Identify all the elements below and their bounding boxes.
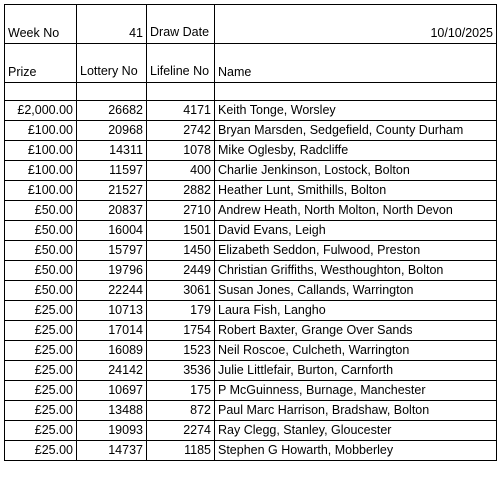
lifeline-no-cell: 1185 bbox=[147, 441, 215, 461]
table-row bbox=[5, 301, 497, 321]
lifeline-no-cell: 1078 bbox=[147, 141, 215, 161]
name-cell: Christian Griffiths, Westhoughton, Bolton bbox=[215, 261, 497, 281]
table-row bbox=[5, 161, 497, 181]
prize-cell: £25.00 bbox=[5, 361, 77, 381]
name-cell: Bryan Marsden, Sedgefield, County Durham bbox=[215, 121, 497, 141]
lifeline-no-cell: 1501 bbox=[147, 221, 215, 241]
table-row bbox=[5, 341, 497, 361]
lifeline-no-cell: 4171 bbox=[147, 101, 215, 121]
header-row-columns bbox=[5, 44, 497, 83]
table-row bbox=[5, 281, 497, 301]
table-row bbox=[5, 261, 497, 281]
table-row bbox=[5, 401, 497, 421]
spacer-cell bbox=[215, 83, 497, 101]
name-cell: Ray Clegg, Stanley, Gloucester bbox=[215, 421, 497, 441]
table-row bbox=[5, 121, 497, 141]
lottery-no-cell: 20968 bbox=[77, 121, 147, 141]
prize-cell: £25.00 bbox=[5, 401, 77, 421]
name-cell: Stephen G Howarth, Mobberley bbox=[215, 441, 497, 461]
name-cell: Heather Lunt, Smithills, Bolton bbox=[215, 181, 497, 201]
lottery-no-cell: 11597 bbox=[77, 161, 147, 181]
table-row bbox=[5, 421, 497, 441]
prize-cell: £100.00 bbox=[5, 121, 77, 141]
table-row bbox=[5, 241, 497, 261]
results-table-body bbox=[5, 5, 497, 461]
name-cell: Paul Marc Harrison, Bradshaw, Bolton bbox=[215, 401, 497, 421]
lifeline-no-cell: 175 bbox=[147, 381, 215, 401]
prize-cell: £25.00 bbox=[5, 421, 77, 441]
column-header-prize: Prize bbox=[5, 44, 77, 83]
prize-cell: £100.00 bbox=[5, 141, 77, 161]
spacer-row bbox=[5, 83, 497, 101]
table-row bbox=[5, 361, 497, 381]
lottery-no-cell: 14311 bbox=[77, 141, 147, 161]
column-header-name: Name bbox=[215, 44, 497, 83]
prize-cell: £50.00 bbox=[5, 241, 77, 261]
draw-date-value: 10/10/2025 bbox=[215, 5, 497, 44]
table-row bbox=[5, 441, 497, 461]
lottery-no-cell: 17014 bbox=[77, 321, 147, 341]
table-row bbox=[5, 221, 497, 241]
name-cell: Mike Oglesby, Radcliffe bbox=[215, 141, 497, 161]
prize-cell: £100.00 bbox=[5, 181, 77, 201]
prize-cell: £2,000.00 bbox=[5, 101, 77, 121]
spacer-cell bbox=[5, 83, 77, 101]
table-row bbox=[5, 101, 497, 121]
prize-cell: £25.00 bbox=[5, 301, 77, 321]
name-cell: P McGuinness, Burnage, Manchester bbox=[215, 381, 497, 401]
lottery-no-cell: 19796 bbox=[77, 261, 147, 281]
week-label: Week No bbox=[5, 5, 77, 44]
column-header-lifeline-no: Lifeline No bbox=[147, 44, 215, 83]
lottery-no-cell: 10713 bbox=[77, 301, 147, 321]
lottery-no-cell: 16004 bbox=[77, 221, 147, 241]
lifeline-no-cell: 1754 bbox=[147, 321, 215, 341]
prize-cell: £50.00 bbox=[5, 221, 77, 241]
table-row bbox=[5, 141, 497, 161]
lifeline-no-cell: 179 bbox=[147, 301, 215, 321]
results-table bbox=[4, 4, 497, 461]
week-value: 41 bbox=[77, 5, 147, 44]
name-cell: Julie Littlefair, Burton, Carnforth bbox=[215, 361, 497, 381]
table-row bbox=[5, 181, 497, 201]
name-cell: David Evans, Leigh bbox=[215, 221, 497, 241]
lifeline-no-cell: 2710 bbox=[147, 201, 215, 221]
lottery-no-cell: 15797 bbox=[77, 241, 147, 261]
name-cell: Elizabeth Seddon, Fulwood, Preston bbox=[215, 241, 497, 261]
prize-cell: £50.00 bbox=[5, 281, 77, 301]
table-row bbox=[5, 201, 497, 221]
lottery-no-cell: 24142 bbox=[77, 361, 147, 381]
lottery-no-cell: 16089 bbox=[77, 341, 147, 361]
lifeline-no-cell: 2742 bbox=[147, 121, 215, 141]
lottery-no-cell: 19093 bbox=[77, 421, 147, 441]
lifeline-no-cell: 2274 bbox=[147, 421, 215, 441]
prize-cell: £50.00 bbox=[5, 201, 77, 221]
prize-cell: £50.00 bbox=[5, 261, 77, 281]
lifeline-no-cell: 2449 bbox=[147, 261, 215, 281]
column-header-lottery-no: Lottery No bbox=[77, 44, 147, 83]
spacer-cell bbox=[147, 83, 215, 101]
lottery-no-cell: 14737 bbox=[77, 441, 147, 461]
prize-cell: £100.00 bbox=[5, 161, 77, 181]
lifeline-no-cell: 3536 bbox=[147, 361, 215, 381]
table-row bbox=[5, 381, 497, 401]
lifeline-no-cell: 1450 bbox=[147, 241, 215, 261]
lottery-no-cell: 10697 bbox=[77, 381, 147, 401]
prize-cell: £25.00 bbox=[5, 381, 77, 401]
header-row-draw bbox=[5, 5, 497, 44]
name-cell: Keith Tonge, Worsley bbox=[215, 101, 497, 121]
lifeline-no-cell: 872 bbox=[147, 401, 215, 421]
lottery-no-cell: 22244 bbox=[77, 281, 147, 301]
prize-cell: £25.00 bbox=[5, 441, 77, 461]
name-cell: Neil Roscoe, Culcheth, Warrington bbox=[215, 341, 497, 361]
lifeline-no-cell: 3061 bbox=[147, 281, 215, 301]
lifeline-no-cell: 2882 bbox=[147, 181, 215, 201]
prize-cell: £25.00 bbox=[5, 341, 77, 361]
lifeline-no-cell: 1523 bbox=[147, 341, 215, 361]
prize-cell: £25.00 bbox=[5, 321, 77, 341]
lottery-no-cell: 26682 bbox=[77, 101, 147, 121]
results-sheet bbox=[4, 4, 496, 461]
lifeline-no-cell: 400 bbox=[147, 161, 215, 181]
lottery-no-cell: 21527 bbox=[77, 181, 147, 201]
name-cell: Andrew Heath, North Molton, North Devon bbox=[215, 201, 497, 221]
table-row bbox=[5, 321, 497, 341]
lottery-no-cell: 20837 bbox=[77, 201, 147, 221]
name-cell: Laura Fish, Langho bbox=[215, 301, 497, 321]
spacer-cell bbox=[77, 83, 147, 101]
draw-date-label: Draw Date bbox=[147, 5, 215, 44]
name-cell: Susan Jones, Callands, Warrington bbox=[215, 281, 497, 301]
name-cell: Charlie Jenkinson, Lostock, Bolton bbox=[215, 161, 497, 181]
name-cell: Robert Baxter, Grange Over Sands bbox=[215, 321, 497, 341]
lottery-no-cell: 13488 bbox=[77, 401, 147, 421]
